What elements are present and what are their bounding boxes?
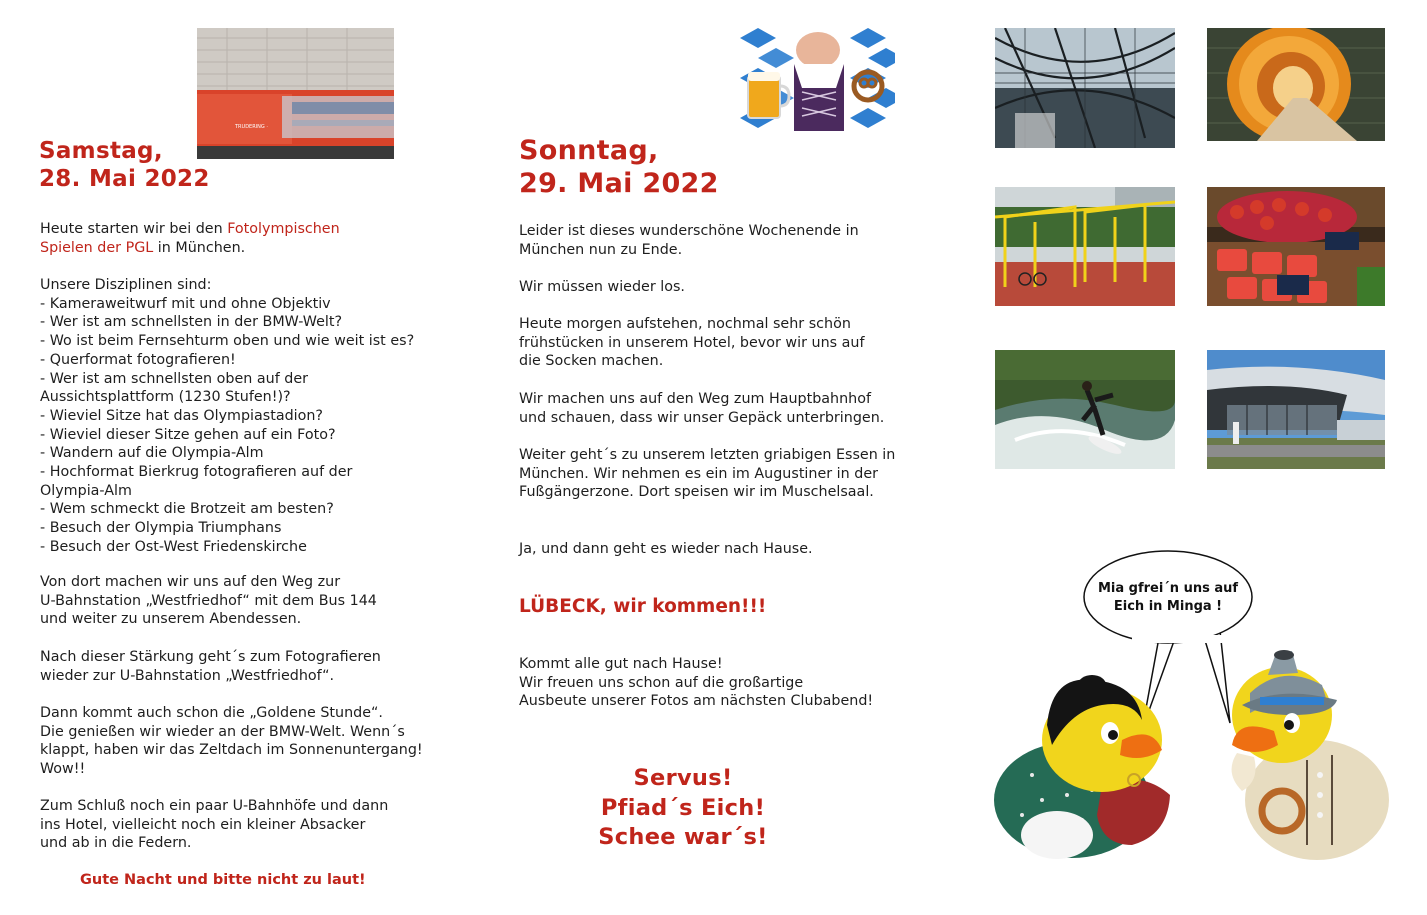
list-item: - Besuch der Olympia Triumphans <box>40 520 282 537</box>
saturday-paragraph-bus: Von dort machen wir uns auf den Weg zur U-Bahnstation „Westfriedhof“ mit dem Bus 144 und weiter zu unserem Abendessen. <box>40 574 377 628</box>
bmw-welt-photo <box>1207 350 1385 469</box>
saturday-paragraph-golden-hour: Dann kommt auch schon die „Goldene Stunde“. Die genießen wir wieder an der BMW-Welt. Wenn´s klappt, haben wir das Zeltdach im Sonnenuntergang! Wow!! <box>40 705 423 778</box>
luebeck-heading: LÜBECK, wir kommen!!! <box>519 596 767 617</box>
speech-bubble-text: Mia gfrei´n uns auf Eich in Minga ! <box>1097 581 1239 614</box>
dirndl-beer-photo <box>740 28 895 131</box>
list-item: - Wandern auf die Olympia-Alm <box>40 445 264 462</box>
intro-before: Heute starten wir bei den <box>40 221 228 237</box>
list-item: - Querformat fotografieren! <box>40 351 236 368</box>
sunday-paragraph-end: Leider ist dieses wunderschöne Wochenende in München nun zu Ende. <box>519 223 859 258</box>
list-item: - Wer ist am schnellsten oben auf der Aussichtsplattform (1230 Stufen!)? <box>40 370 309 406</box>
list-item: - Wem schmeckt die Brotzeit am besten? <box>40 501 334 518</box>
river-surfer-photo <box>995 350 1175 469</box>
list-item: - Wer ist am schnellsten in der BMW-Welt? <box>40 314 343 331</box>
disciplines-title: Unsere Disziplinen sind: <box>40 277 212 293</box>
fotolympics-link-text: Fotolympischen Spielen der PGL <box>40 221 340 256</box>
strawberries-market-photo <box>1207 187 1385 306</box>
list-item: - Hochformat Bierkrug fotografieren auf der Olympia-Alm <box>40 464 353 499</box>
sunday-paragraph-breakfast: Heute morgen aufstehen, nochmal sehr schön frühstücken in unserem Hotel, bevor wir uns auf die Socken machen. <box>519 316 865 370</box>
list-item: - Besuch der Ost-West Friedenskirche <box>40 538 307 555</box>
list-item: - Wieviel dieser Sitze gehen auf ein Foto? <box>40 426 336 443</box>
sunday-paragraph-leave: Wir müssen wieder los. <box>519 279 685 295</box>
station-sign-text: TRUDERING · <box>235 124 268 130</box>
saturday-heading: Samstag, 28. Mai 2022 <box>39 138 210 192</box>
farewell-text: Servus! Pfiad´s Eich! Schee war´s! <box>598 765 768 850</box>
list-item: - Wo ist beim Fernsehturm oben und wie weit ist es? <box>40 333 415 350</box>
subway-train-photo <box>197 28 394 159</box>
yellow-railings-photo <box>995 187 1175 306</box>
intro-after: in München. <box>153 239 246 256</box>
sunday-heading: Sonntag, 29. Mai 2022 <box>519 135 719 199</box>
sunday-paragraph-home: Ja, und dann geht es wieder nach Hause. <box>519 541 813 557</box>
sunday-paragraph-club: Kommt alle gut nach Hause! Wir freuen uns schon auf die großartige Ausbeute unserer Fotos am nächsten Clubabend! <box>519 656 874 710</box>
sunday-paragraph-lunch: Weiter geht´s zu unserem letzten griabigen Essen in München. Wir nehmen es ein im Augustiner in der Fußgängerzone. Dort speisen wir im Muschelsaal. <box>519 447 896 501</box>
sunday-paragraph-station: Wir machen uns auf den Weg zum Hauptbahnhof und schauen, dass wir unser Gepäck unterbringen. <box>519 391 885 426</box>
disciplines-list <box>40 295 460 557</box>
saturday-paragraph-hotel: Zum Schluß noch ein paar U-Bahnhöfe und dann ins Hotel, vielleicht noch ein kleiner Absacker und ab in die Federn. <box>40 798 389 852</box>
saturday-paragraph-dinner: Nach dieser Stärkung geht´s zum Fotografieren wieder zur U-Bahnstation „Westfriedhof“. <box>40 649 381 684</box>
list-item: - Kameraweitwurf mit und ohne Objektiv <box>40 295 331 312</box>
orange-tunnel-photo <box>1207 28 1385 141</box>
saturday-closing: Gute Nacht und bitte nicht zu laut! <box>80 872 366 888</box>
olympic-roof-photo <box>995 28 1175 148</box>
saturday-intro <box>40 220 440 257</box>
list-item: - Wieviel Sitze hat das Olympiastadion? <box>40 407 324 424</box>
